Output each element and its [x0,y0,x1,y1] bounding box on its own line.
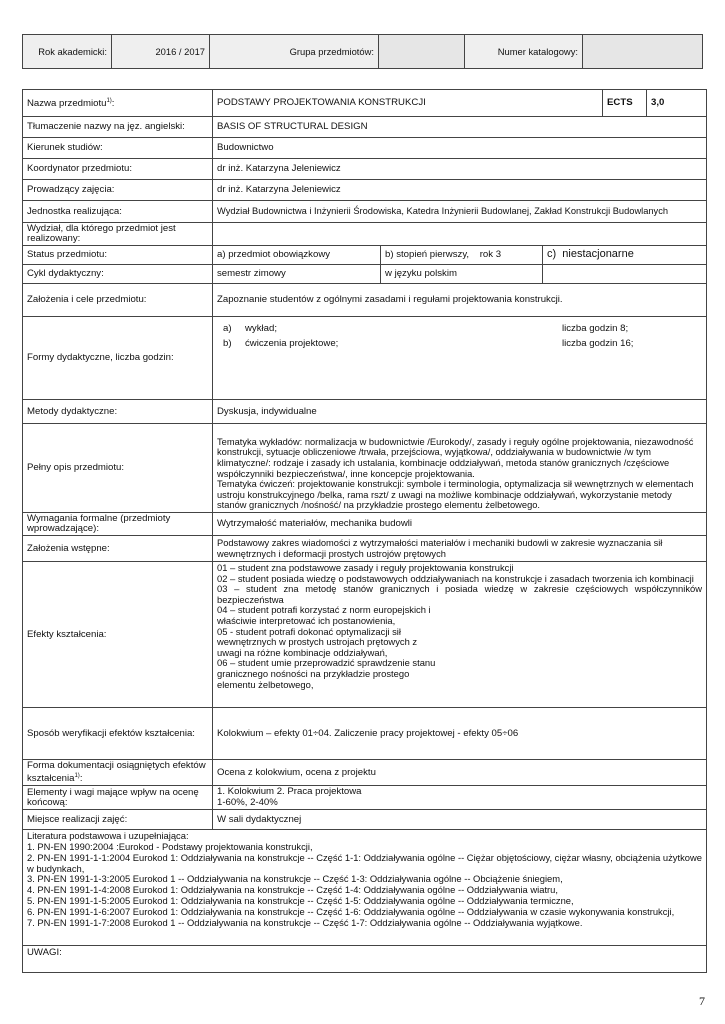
elementy-value: 1. Kolokwium 2. Praca projektowa 1-60%, 2-40% [213,786,707,810]
tlumaczenie-value: BASIS OF STRUCTURAL DESIGN [213,117,707,138]
uwagi-label: UWAGI: [23,946,707,973]
page-number: 7 [699,994,705,1008]
row-uwagi [23,946,707,973]
zalozenia-value: Zapoznanie studentów z ogólnymi zasadami i regułami projektowania konstrukcji. [213,284,707,317]
wydzial-value [213,223,707,246]
formy-hours: liczba godzin 16; [562,337,634,349]
row-tlumaczenie [23,117,707,138]
row-elementy [23,786,707,810]
formy-text: wykład; [245,322,277,334]
row-cykl [23,265,707,284]
status-c: c) niestacjonarne [543,246,707,265]
row-weryfikacja [23,708,707,760]
ects-value: 3,0 [647,90,707,117]
row-zalozenia [23,284,707,317]
row-koordynator [23,159,707,180]
efekty-value: 01 – student zna podstawowe zasady i reguły projektowania konstrukcji 02 – student posiada wiedzę o podstawowych oddziaływaniach na konstrukcje i zasadach tworzenia ich kombinacji 03 – student zna metodę stanów granicznych i posiada wiedzę w zakresie częściowych współczynników bezpieczeństwa 04 – student potrafi korzystać z norm europejskich i właściwie interpretować ich postanowienia, 05 - student potrafi dokonać optymalizacji sił wewnętrznych w prostych ustrojach prętowych z uwagi na różne kombinacje oddziaływań, 06 – student umie przeprowadzić sprawdzenie stanu granicznego nośności na przykładzie prostego elementu żelbetowego, [213,562,707,708]
weryfikacja-label: Sposób weryfikacji efektów kształcenia: [23,708,213,760]
zalozenia-label: Założenia i cele przedmiotu: [23,284,213,317]
row-wydzial [23,223,707,246]
row-wstepne [23,536,707,562]
jednostka-value: Wydział Budownictwa i Inżynierii Środowiska, Katedra Inżynierii Budowlanej, Zakład Konstrukcji Budowlanych [213,201,707,223]
wymagania-label: Wymagania formalne (przedmioty wprowadzające): [23,513,213,536]
row-opis [23,424,707,513]
row-formy [23,317,707,400]
cykl-empty [543,265,707,284]
formy-marker: a) [223,322,232,334]
cykl-lang: w języku polskim [381,265,543,284]
row-miejsce [23,810,707,830]
row-prowadzacy [23,180,707,201]
literatura-value: Literatura podstawowa i uzupełniająca: 1. PN-EN 1990:2004 :Eurokod - Podstawy projektowania konstrukcji, 2. PN-EN 1991-1-1:2004 Eurokod 1: Oddziaływania na konstrukcje -- Część 1-1: Oddziaływania ogólne -- Ciężar objętościowy, ciężar własny, obciążenia użytkowe w budynkach, 3. PN-EN 1991-1-3:2005 Eurokod 1 -- Oddziaływania na konstrukcje -- Część 1-3: Oddziaływania ogólne -- Obciążenie śniegiem, 4. PN-EN 1991-1-4:2008 Eurokod 1: Oddziaływania na konstrukcje -- Część 1-4: Oddziaływania ogólne -- Oddziaływania wiatru, 5. PN-EN 1991-1-5:2005 Eurokod 1: Oddziaływania na konstrukcje -- Część 1-5: Oddziaływania ogólne -- Oddziaływania termiczne, 6. PN-EN 1991-1-6:2007 Eurokod 1: Oddziaływania na konstrukcje -- Część 1-6: Oddziaływania ogólne -- Oddziaływania w czasie wykonywania konstrukcji, 7. PN-EN 1991-1-7:2008 Eurokod 1 -- Oddziaływania na konstrukcje -- Część 1-7: Oddziaływania ogólne -- Oddziaływania wyjątkowe. [23,830,707,946]
tlumaczenie-label: Tłumaczenie nazwy na jęz. angielski: [23,117,213,138]
formy-item [217,336,702,351]
jednostka-label: Jednostka realizująca: [23,201,213,223]
ects-label: ECTS [603,90,647,117]
row-jednostka [23,201,707,223]
efekty-label: Efekty kształcenia: [23,562,213,708]
formy-label: Formy dydaktyczne, liczba godzin: [23,317,213,400]
koordynator-value: dr inż. Katarzyna Jeleniewicz [213,159,707,180]
row-efekty [23,562,707,708]
formy-hours: liczba godzin 8; [562,322,629,334]
course-table [22,89,707,973]
forma-label: Forma dokumentacji osiągniętych efektów kształcenia$^{1)}$: [23,760,213,786]
opis-value: Tematyka wykładów: normalizacja w budownictwie /Eurokody/, zasady i reguły ogólne projektowania, niezawodność konstrukcji, sytuacje obliczeniowe /trwała, przejściowa, wyjątkowa/, oddziaływania w budownictwie /w tym klimatyczne/: rodzaje i zasady ich ustalania, kombinacje oddziaływań, metoda stanów granicznych /częściowe współczynniki bezpieczeństwa/, inne koncepcje projektowania. Tematyka ćwiczeń: projektowanie konstrukcji: symbole i terminologia, optymalizacja sił wewnętrznych w elementach ustroju konstrukcyjnego /belka, rama rszt/ z uwagi na możliwe kombinacje oddziaływań, wykorzystanie metody stanów granicznych /nośność/ na przykładzie prostego elementu żelbetowego. [213,424,707,513]
header-strip [22,34,703,69]
wstepne-value: Podstawowy zakres wiadomości z wytrzymałości materiałów i mechaniki budowli w zakresie wyznaczania sił wewnętrznych i deformacji prostych ustrojów prętowych [213,536,707,562]
numer-value [583,35,702,68]
miejsce-label: Miejsce realizacji zajęć: [23,810,213,830]
row-kierunek [23,138,707,159]
formy-item [217,321,702,336]
wstepne-label: Założenia wstępne: [23,536,213,562]
metody-label: Metody dydaktyczne: [23,400,213,424]
row-status [23,246,707,265]
formy-list [213,317,707,400]
kierunek-value: Budownictwo [213,138,707,159]
opis-label: Pełny opis przedmiotu: [23,424,213,513]
kierunek-label: Kierunek studiów: [23,138,213,159]
forma-value: Ocena z kolokwium, ocena z projektu [213,760,707,786]
prowadzacy-label: Prowadzący zajęcia: [23,180,213,201]
grupa-value [379,35,465,68]
wymagania-value: Wytrzymałość materiałów, mechanika budowli [213,513,707,536]
elementy-label: Elementy i wagi mające wpływ na ocenę końcową: [23,786,213,810]
cykl-label: Cykl dydaktyczny: [23,265,213,284]
wydzial-label: Wydział, dla którego przedmiot jest realizowany: [23,223,213,246]
nazwa-label: Nazwa przedmiotu$^{1)}$: [23,90,213,117]
status-b: b) stopień pierwszy, rok 3 [381,246,543,265]
row-metody [23,400,707,424]
formy-text: ćwiczenia projektowe; [245,337,339,349]
miejsce-value: W sali dydaktycznej [213,810,707,830]
row-literatura [23,830,707,946]
metody-value: Dyskusja, indywidualne [213,400,707,424]
cykl-value: semestr zimowy [213,265,381,284]
row-forma [23,760,707,786]
status-a: a) przedmiot obowiązkowy [213,246,381,265]
numer-label: Numer katalogowy: [465,35,583,68]
weryfikacja-value: Kolokwium – efekty 01÷04. Zaliczenie pracy projektowej - efekty 05÷06 [213,708,707,760]
prowadzacy-value: dr inż. Katarzyna Jeleniewicz [213,180,707,201]
rok-value: 2016 / 2017 [112,35,210,68]
row-nazwa [23,90,707,117]
koordynator-label: Koordynator przedmiotu: [23,159,213,180]
formy-marker: b) [223,337,232,349]
nazwa-value: PODSTAWY PROJEKTOWANIA KONSTRUKCJI [213,90,603,117]
status-label: Status przedmiotu: [23,246,213,265]
rok-label: Rok akademicki: [23,35,112,68]
row-wymagania [23,513,707,536]
grupa-label: Grupa przedmiotów: [210,35,379,68]
